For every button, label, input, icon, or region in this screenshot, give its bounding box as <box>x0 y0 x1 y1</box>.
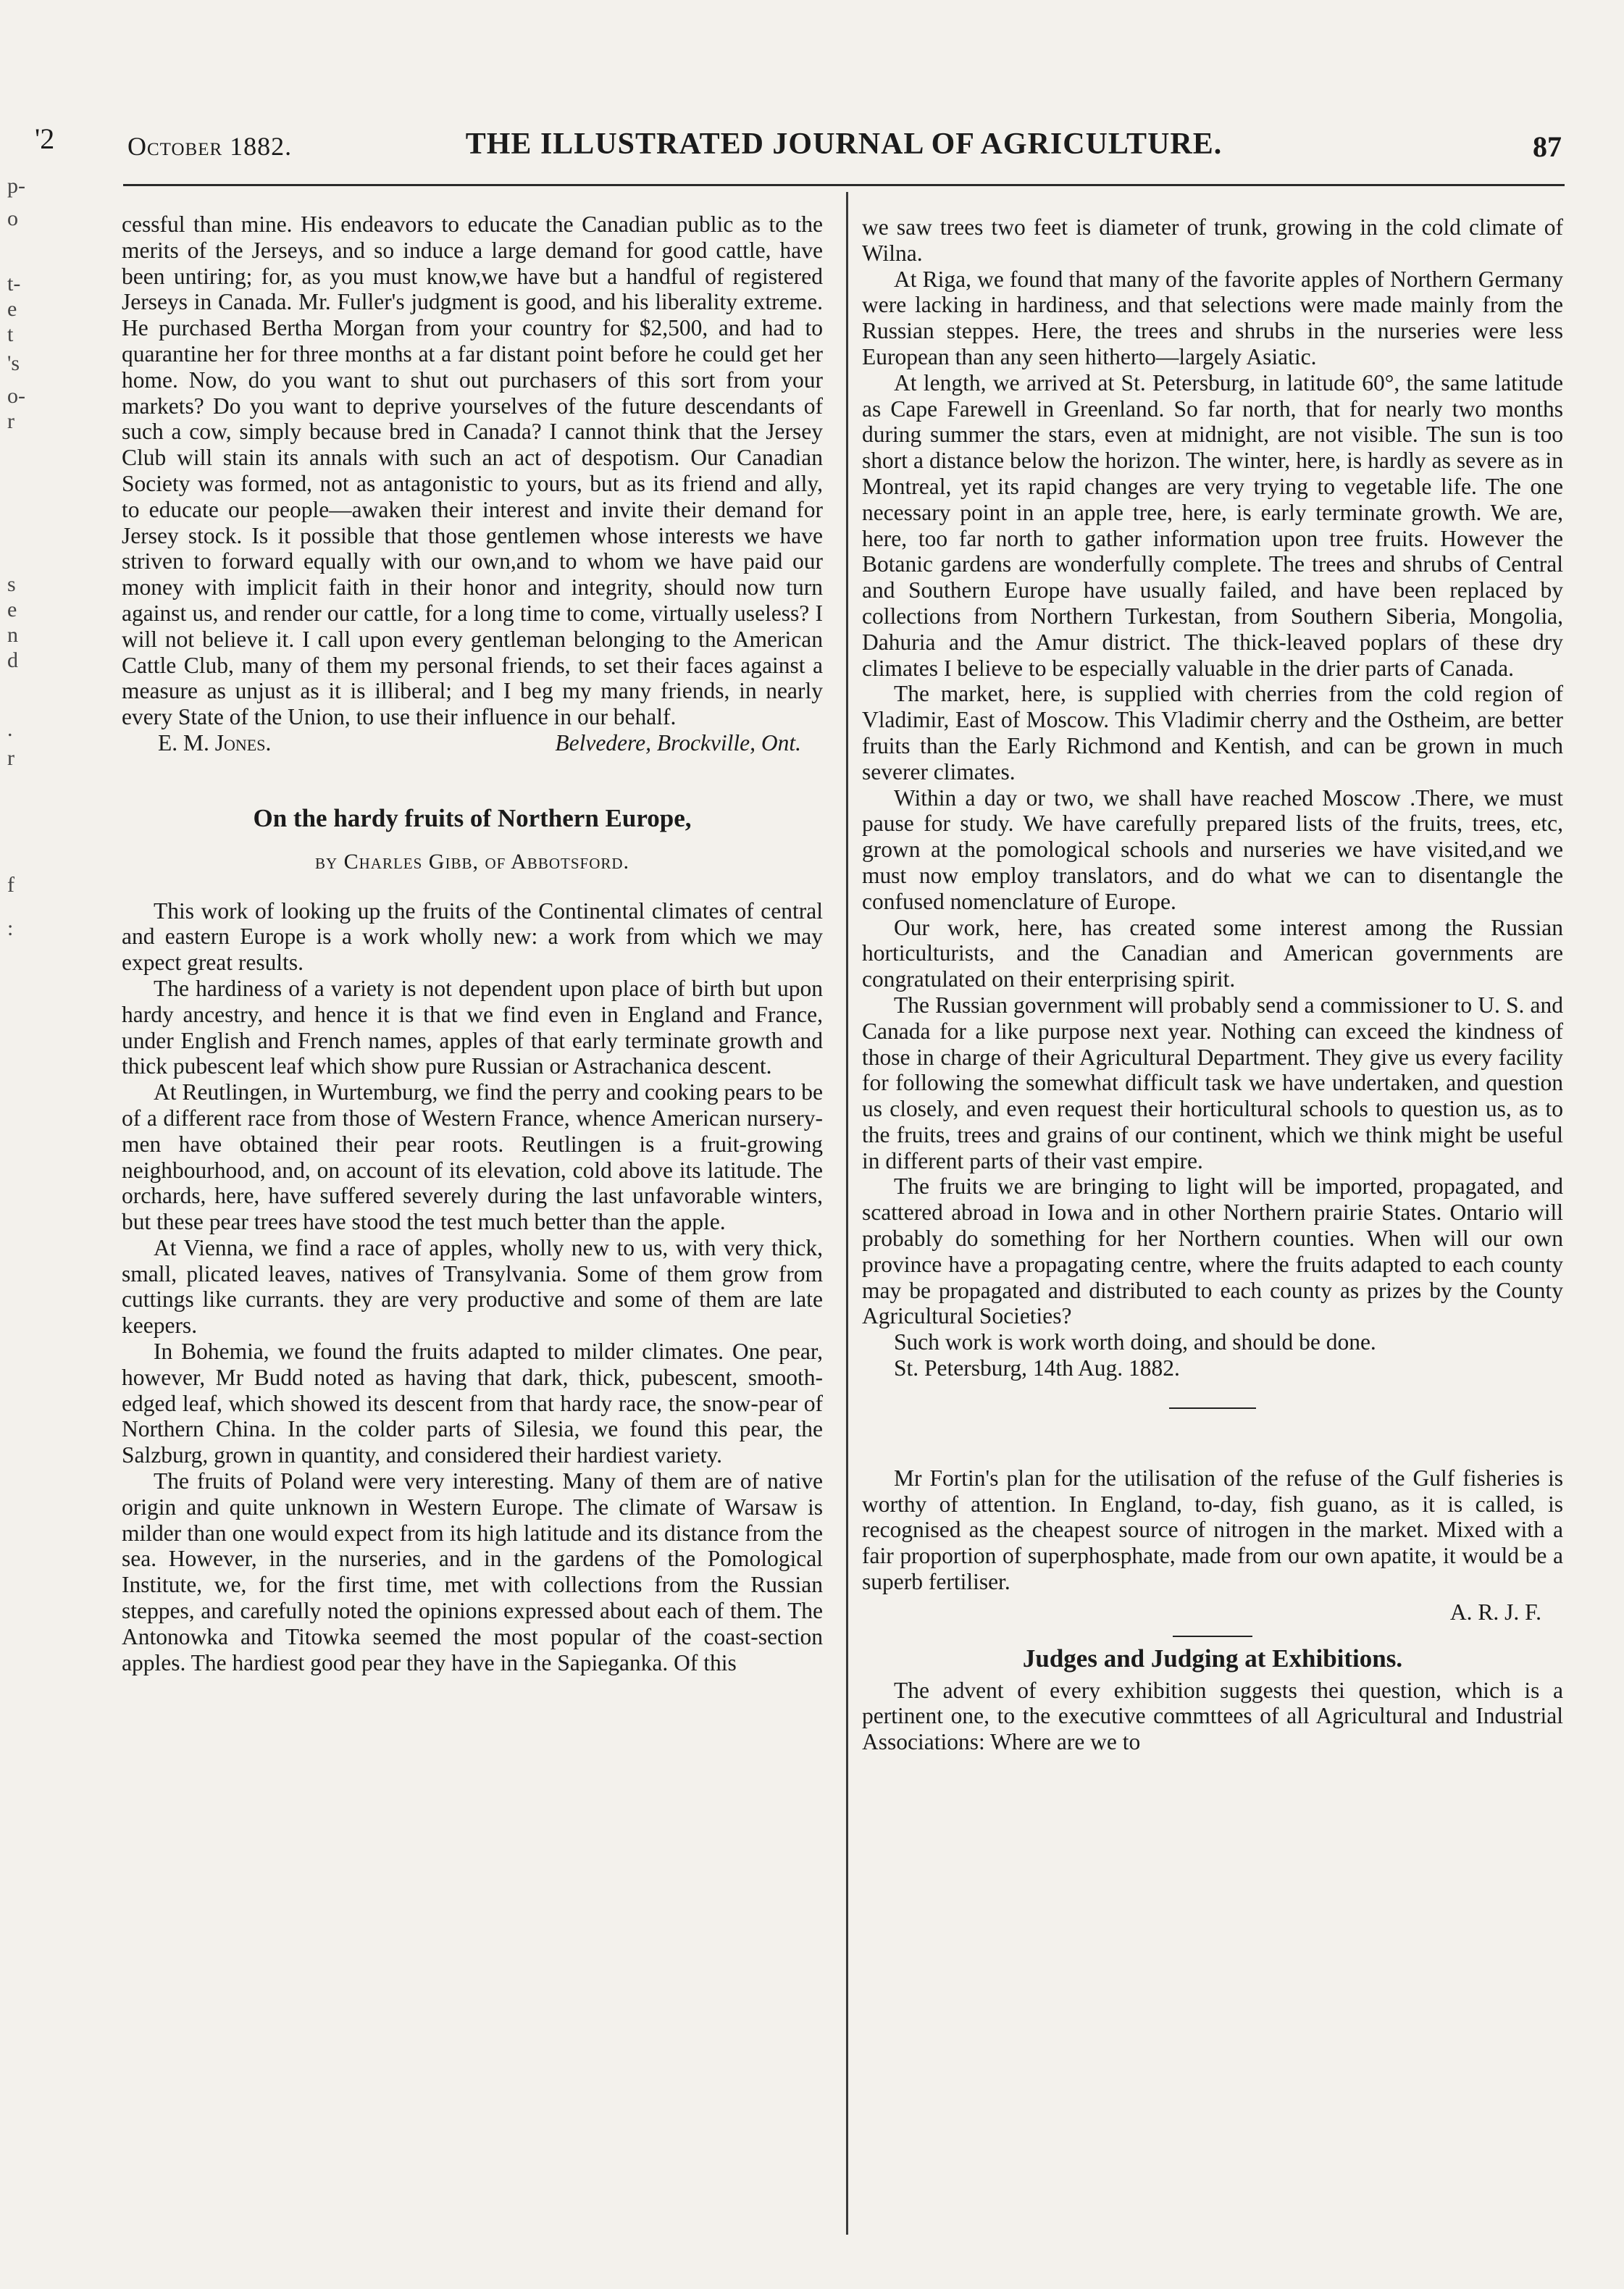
header-date: October 1882. <box>127 132 293 161</box>
margin-fragment: f <box>7 873 14 897</box>
margin-fragment: 's <box>7 351 20 375</box>
section-separator <box>1169 1407 1256 1409</box>
article-paragraph: The market, here, is supplied with cherries from the cold region of Vladimir, East of Moscow. This Vladimir cherry and the Ostheim, are better fruits than the Early Richmond and Kentish, and can be grown in much severer climates. <box>862 681 1563 784</box>
running-header <box>123 127 1565 170</box>
margin-fragment: n <box>7 623 18 647</box>
margin-fragment: t <box>7 322 14 346</box>
judges-paragraph: The advent of every exhibition suggests thei question, which is a pertinent one, to the executive commttees of all Agricultural and Industrial Associations: Where are we to <box>862 1677 1563 1755</box>
margin-fragment: o- <box>7 384 25 408</box>
right-column <box>862 214 1563 1755</box>
journal-title: THE ILLUSTRATED JOURNAL OF AGRICULTURE. <box>465 127 1223 161</box>
article-paragraph: The fruits of Poland were very interesting. Many of them are of native origin and quite unknown in Western Europe. The climate of Warsaw is milder than one would expect from its high latitude and its distance from the sea. However, in the nurseries, and in the gardens of the Pomological Institute, we, for the first time, met with collections from the Russian steppes, and carefully noted the opinions expressed about each of them. The Antonowka and Titowka seemed the most popular of the coast-section apples. The hardiest good pear they have in the Sapieganka. Of this <box>122 1468 823 1675</box>
article-byline: by Charles Gibb, of Abbotsford. <box>314 849 630 874</box>
section-separator <box>1173 1636 1252 1637</box>
letter-paragraph: cessful than mine. His endeavors to educate the Canadian public as to the merits of the Jerseys, and so induce a large demand for good cattle, have been untiring; for, as you must know,we have but a handful of registered Jerseys in Canada. Mr. Fuller's judgment is good, and his liberality extreme. He purchased Bertha Morgan from your country for $2,500, and had to quarantine her for three months at a far distant point before he could get her home. Now, do you want to shut out purchasers of this sort from your markets? Do you want to deprive yourselves of the future descendants of such a cow, simply because bred in Canada? I cannot think that the Jersey Club will stain its annals with such an act of despotism. Our Canadian Society was formed, not as antagonistic to yours, but as its friend and ally, to educate our people—awaken their interest and invite their demand for Jersey stock. Is it possible that those gentlemen whose interests we have striven to forward equally with our own,and to whom we have paid our money with implicit faith in their honor and integrity, should now turn against us, and render our cattle, for a long time to come, virtually useless? I will not believe it. I call upon every gentleman belonging to the American Cattle Club, many of them my personal friends, to set their faces against a measure as unjust as it is illiberal; and I beg my many friends, in nearly every State of the Union, to use their influence in our behalf. <box>122 212 823 730</box>
margin-fragment: r <box>7 746 14 770</box>
header-rule <box>123 184 1565 186</box>
margin-fragment: t- <box>7 272 21 296</box>
column-divider <box>846 192 848 2235</box>
margin-fragment: . <box>7 717 13 741</box>
article-title-judges: Judges and Judging at Exhibitions. <box>1022 1644 1403 1673</box>
margin-fragment: s <box>7 572 16 596</box>
article-paragraph: The fruits we are bringing to light will be imported, propagated, and scattered abroad in Iowa and in other Northern prairie States. Ontario will probably do something for her Northern counties. When will our own province have a propagating centre, where the fruits adapted to each county may be propagated and distributed to each county as prizes by the County Agricultural Societies? <box>862 1173 1563 1329</box>
article-paragraph: Such work is work worth doing, and should be done. <box>894 1329 1376 1355</box>
margin-fragment: d <box>7 648 18 672</box>
fortin-paragraph: Mr Fortin's plan for the utilisation of the refuse of the Gulf fisheries is worthy of attention. In England, to-day, fish guano, as it is called, is recognised as the cheapest source of nitrogen in the market. Mixed with a fair proportion of superphosphate, made from our own apatite, it would be a superb fertiliser. <box>862 1465 1563 1595</box>
margin-fragment: e <box>7 598 17 622</box>
left-page-number-fragment: '2 <box>35 122 55 155</box>
article-paragraph: At Riga, we found that many of the favorite apples of Northern Germany were lacking in hardiness, and that selections were made mainly from the Russian steppes. Here, the trees and shrubs in the nurseries were less European than any seen hitherto—largely Asiatic. <box>862 266 1563 369</box>
letter-signature <box>122 730 823 756</box>
margin-fragment: r <box>7 409 14 433</box>
article-paragraph: At Vienna, we find a race of apples, wholly new to us, with very thick, small, plicated leaves, natives of Transylvania. Some of them grow from cuttings like currants. they are very productive and some of them are late keepers. <box>122 1234 823 1339</box>
article-paragraph: The Russian government will probably send a commissioner to U. S. and Canada for a like purpose next year. Nothing can exceed the kindness of those in charge of their Agricultural Department. They give us every facility for following the somewhat difficult task we have undertaken, and question us closely, and even request their horticultural schools to question us, as to the fruits, trees and grains of our continent, which we think might be useful in different parts of their vast empire. <box>862 992 1563 1173</box>
margin-fragment: p- <box>7 174 25 198</box>
article-paragraph: Our work, here, has created some interest among the Russian horticulturists, and the Canadian and American governments are congratulated on their enterprising spirit. <box>862 914 1563 992</box>
margin-fragment: : <box>7 916 14 940</box>
margin-fragment: o <box>7 206 18 230</box>
article-paragraph: Within a day or two, we shall have reached Moscow .There, we must pause for study. We have carefully prepared lists of the fruits, trees, etc, grown at the pomological schools and nurseries we have visited,and we must now employ translators, and do what we can to disentangle the confused nomenclature of Europe. <box>862 784 1563 914</box>
dateline: St. Petersburg, 14th Aug. 1882. <box>894 1355 1180 1381</box>
margin-fragment: e <box>7 297 17 321</box>
article-paragraph: At length, we arrived at St. Petersburg, in latitude 60°, the same latitude as Cape Farewell in Greenland. So far north, that for nearly two months during summer the stars, even at midnight, are not visible. The sun is too short a distance below the horizon. The winter, here, is hardly as severe as in Montreal, yet its rapid changes are very trying to vegetable life. The one necessary point in an apple tree, here, is early terminate growth. We are, here, too far north to gather information upon tree fruits. However the Botanic gardens are wonderfully complete. The trees and shrubs of Central and Southern Europe have usually failed, and have been replaced by collections from Northern Turkestan, from Southern Siberia, Mongolia, Dahuria and the Amur district. The thick-leaved poplars of these dry climates I believe to be especially valuable in the drier parts of Canada. <box>862 369 1563 681</box>
article-paragraph: The hardiness of a variety is not dependent upon place of birth but upon hardy ancestry, and hence it is that we find even in England and France, under English and French names, apples of that early terminate growth and thick pubescent leaf which show pure Russian or Astrachanica descent. <box>122 975 823 1079</box>
page-number: 87 <box>1533 130 1562 163</box>
article-paragraph: At Reutlingen, in Wurtemburg, we find the perry and cooking pears to be of a different race from those of Western France, whence American nursery-men have obtained their pear roots. Reutlingen is a fruit-growing neighbourhood, and, on account of its elevation, cold above its latitude. The orchards, here, have suffered severely during the last unfavorable winters, but these pear trees have stood the test much better than the apple. <box>122 1079 823 1235</box>
left-column <box>122 212 823 1675</box>
signature-name: E. M. Jones. <box>158 729 272 756</box>
fortin-initials: A. R. J. F. <box>1449 1599 1541 1625</box>
signature-place: Belvedere, Brockville, Ont. <box>555 729 801 756</box>
article-paragraph: In Bohemia, we found the fruits adapted to milder climates. One pear, however, Mr Budd noted as having that dark, thick, pubescent, smooth-edged leaf, which showed its descent from that hardy race, the snow-pear of Northern China. In the colder parts of Silesia, we found this pear, the Salzburg, grown in quantity, and considered their hardiest variety. <box>122 1339 823 1468</box>
article-title-hardy-fruits: On the hardy fruits of Northern Europe, <box>253 803 692 832</box>
article-paragraph: This work of looking up the fruits of the Continental climates of central and eastern Europe is a work wholly new: a work from which we may expect great results. <box>122 897 823 976</box>
article-paragraph: we saw trees two feet is diameter of trunk, growing in the cold climate of Wilna. <box>862 214 1563 266</box>
